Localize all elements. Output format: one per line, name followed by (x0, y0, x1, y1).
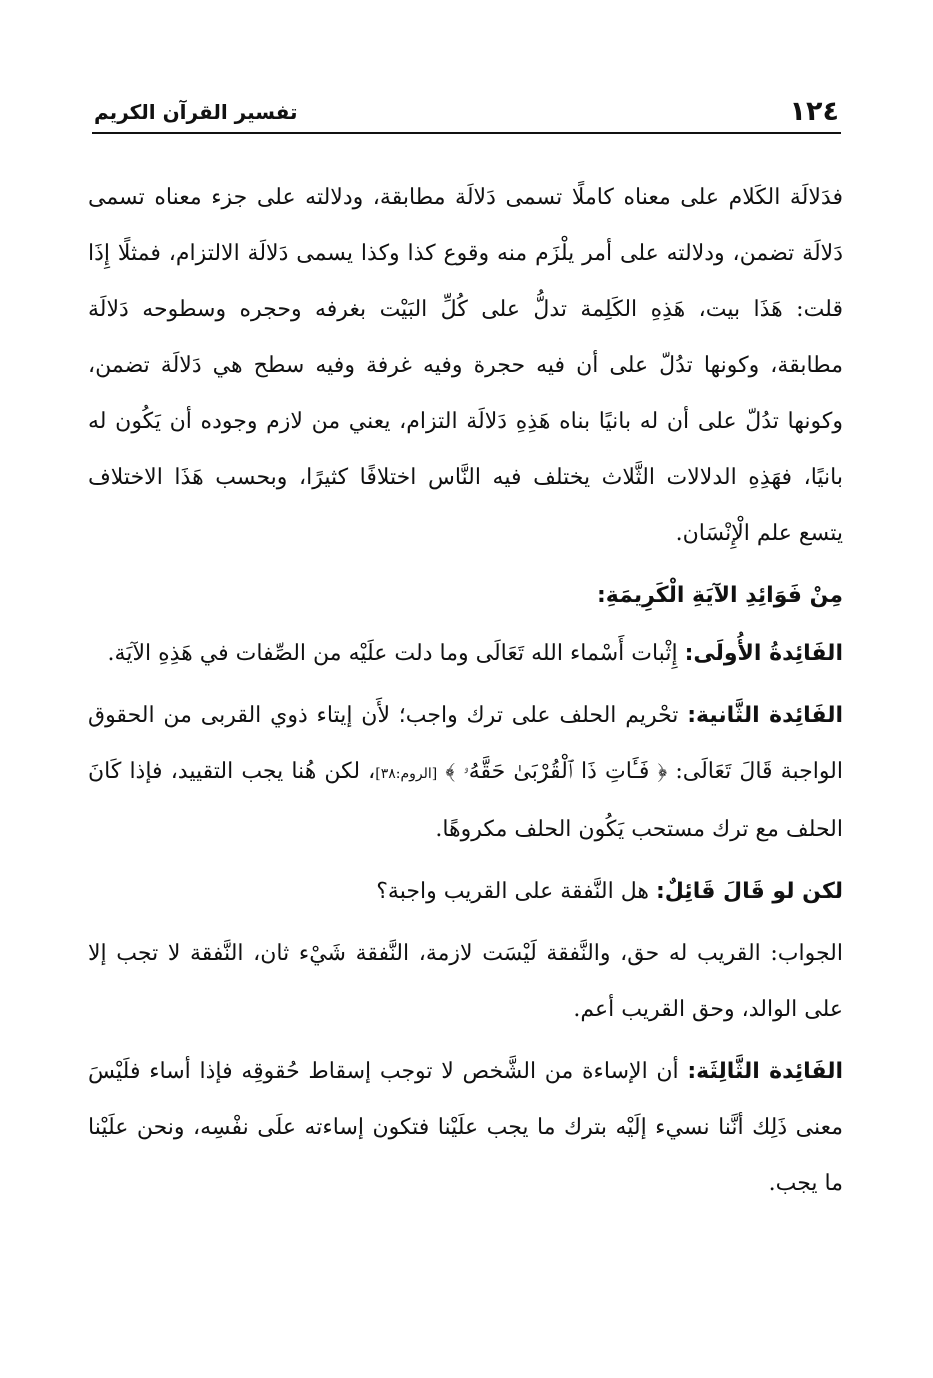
page-header (92, 92, 841, 134)
section-heading: مِنْ فَوَائِدِ الآيَةِ الْكَرِيمَةِ: (596, 583, 843, 608)
benefit-2-label: الفَائِدة الثَّانية: (687, 703, 844, 728)
benefit-3-text: أن الإساءة من الشَّخص لا توجب إسقاط حُقوقِه فإذا أساء فلَيْسَ معنى ذَلِك أنَّنا نسيء إلَيْه بترك ما يجب علَيْنا فتكون إساءته علَى نفْسِه، ونحن علَيْنا ما يجب. (88, 1059, 843, 1196)
benefit-2 (88, 688, 843, 858)
question (88, 864, 843, 920)
page-number: ١٢٤ (789, 96, 839, 127)
benefit-2-text-b: ، لكن هُنا يجب التقييد، فإذا كَانَ الحلف مع ترك مستحب يَكُون الحلف مكروهًا. (88, 759, 843, 842)
benefit-1 (88, 626, 843, 682)
answer: الجواب: القريب له حق، والنَّفقة لَيْسَت لازمة، النَّفقة شَيْء ثان، النَّفقة لا تجب إلا على الوالد، وحق القريب أعم. (88, 941, 843, 1022)
benefit-1-label: الفَائِدةُ الأُولَى: (684, 641, 843, 666)
benefit-3 (88, 1044, 843, 1212)
body-text (88, 170, 843, 1212)
running-title: تفسير القرآن الكريم (94, 100, 298, 124)
benefit-1-text: إِثْبات أَسْماء الله تَعَالَى وما دلت علَيْه من الصِّفات في هَذِهِ الآيَة. (107, 641, 685, 666)
question-label: لكن لو قَالَ قَائِلٌ: (656, 879, 843, 904)
paragraph-definitions: فدَلالَة الكَلام على معناه كاملًا تسمى دَلالَة مطابقة، ودلالته على جزء معناه تسمى دَلالَة تضمن، ودلالته على أمر يلْزَم منه وقوع كذا وكذا يسمى دَلالَة الالتزام، فمثلًا إِذَا قلت: هَذَا بيت، هَذِهِ الكَلِمة تدلُّ على كُلِّ البَيْت بغرفه وحجره وسطوحه دَلالَة مطابقة، وكونها تدُلّ على أن فيه حجرة وفيه غرفة وفيه سطح هي دَلالَة تضمن، وكونها تدُلّ على أن له بانيًا بناه هَذِهِ دَلالَة التزام، يعني من لازم وجوده أن يَكُون له بانيًا، فهَذِهِ الدلالات الثَّلاث يختلف فيه النَّاس اختلافًا كثيرًا، وبحسب هَذَا الاختلاف يتسع علم الْإِنْسَان. (88, 185, 843, 546)
benefit-2-text-a: تحْريم الحلف على ترك واجب؛ لأَن إيتاء ذوي القربى من الحقوق الواجبة قَالَ تَعَالَى: (88, 703, 844, 784)
verse-reference: [الروم:٣٨] (375, 766, 438, 782)
benefit-3-label: الفَائِدة الثَّالِثَة: (687, 1059, 844, 1084)
question-text: هل النَّفقة على القريب واجبة؟ (376, 879, 656, 904)
quran-verse: ﴿ فَـَٔاتِ ذَا ٱلْقُرْبَىٰ حَقَّهُۥ ﴾ (445, 759, 668, 784)
